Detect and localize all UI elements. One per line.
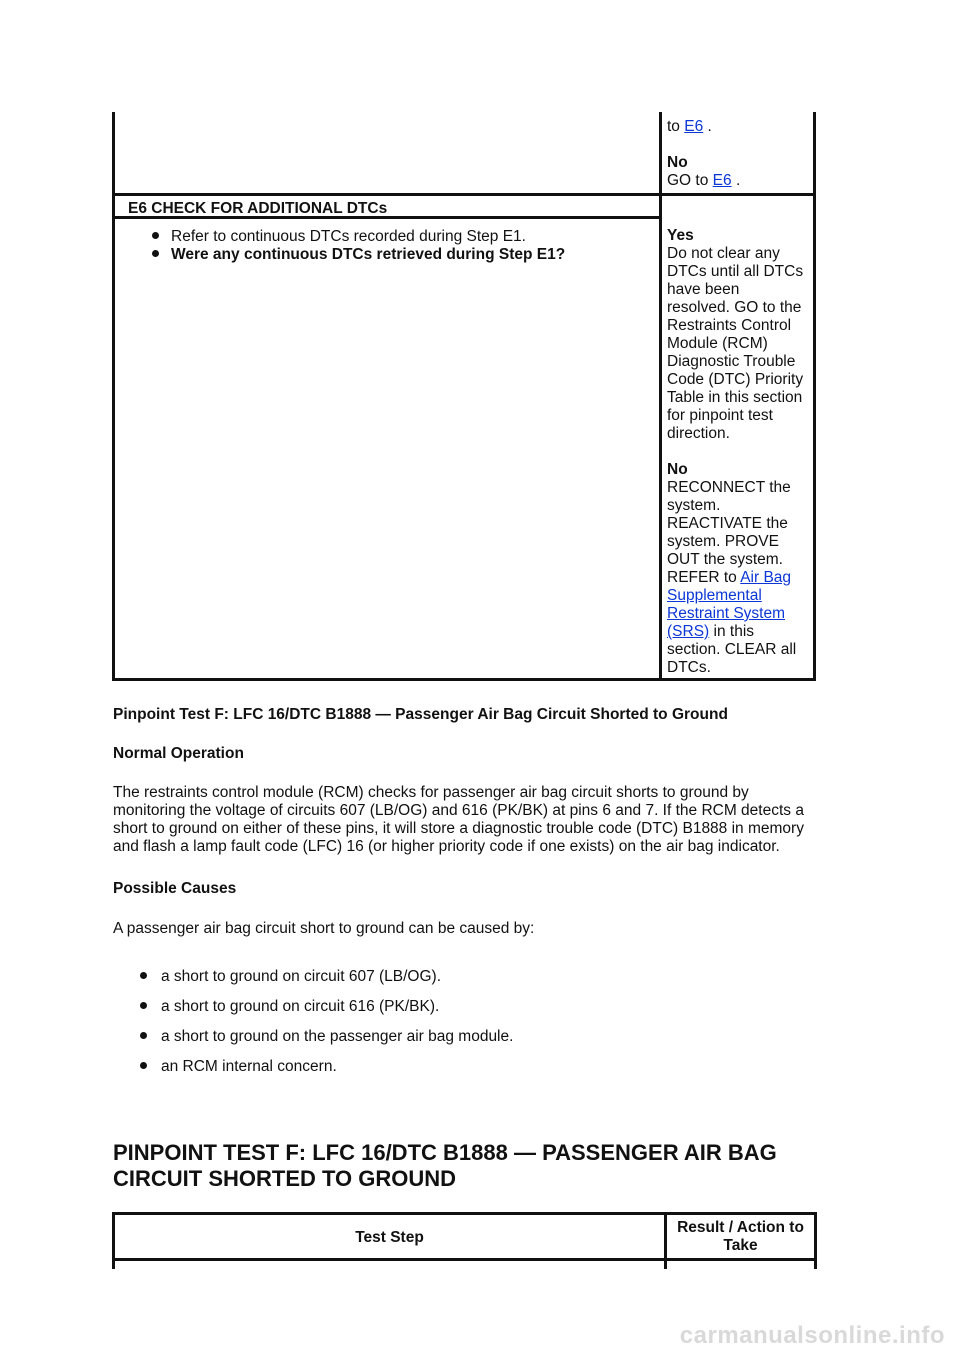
bullet-icon [140, 972, 147, 979]
refer-line: REFER to Air Bag [667, 569, 792, 586]
normal-operation-heading: Normal Operation [113, 745, 244, 762]
normal-operation-text: The restraints control module (RCM) checks for passenger air bag circuit shorts to ground by monitoring the voltage of circuits 607 (LB/OG) and 616 (PK/BK) at pins 6 and 7. If the RCM detects a short to ground on either of these pins, it will store a diagnostic trouble code (DTC) B1888 in memory and flash a lamp fault code (LFC) 16 (or higher priority code if one exists) on the air bag indicator. [113, 784, 804, 855]
bullet-icon [152, 250, 159, 257]
pinpoint-test-title: PINPOINT TEST F: LFC 16/DTC B1888 — PASSENGER AIR BAG CIRCUIT SHORTED TO GROUND [113, 1140, 777, 1191]
link-srs-2[interactable]: Supplemental [667, 587, 762, 604]
bullet-icon [140, 1032, 147, 1039]
e6-no-label: No [667, 461, 688, 478]
table-row-divider [112, 193, 816, 196]
causes-intro: A passenger air bag circuit short to ground can be caused by: [113, 920, 535, 937]
bullet-icon [140, 1062, 147, 1069]
lower-table-right [814, 1212, 817, 1269]
watermark: carmanualsonline.info [679, 1322, 945, 1349]
prev-no-text: GO to E6 . [667, 172, 741, 189]
e6-heading: E6 CHECK FOR ADDITIONAL DTCs [128, 200, 388, 217]
link-srs-1[interactable]: Air Bag [740, 569, 792, 586]
possible-causes-heading: Possible Causes [113, 880, 237, 897]
col-header-test-step: Test Step [355, 1229, 424, 1246]
table-border-left [112, 112, 115, 681]
cause-item: an RCM internal concern. [140, 1058, 337, 1076]
lower-table-top [112, 1212, 817, 1215]
link-srs-3[interactable]: Restraint System [667, 605, 786, 622]
bullet-icon [140, 1002, 147, 1009]
e6-step-list [152, 228, 565, 264]
prev-row-result [667, 118, 812, 190]
link-srs-4[interactable]: (SRS) [667, 623, 710, 640]
section-title: Pinpoint Test F: LFC 16/DTC B1888 — Passenger Air Bag Circuit Shorted to Ground [113, 706, 728, 723]
bullet-icon [152, 232, 159, 239]
prev-yes-tail: to E6 . [667, 118, 712, 135]
table-border-middle [659, 112, 662, 681]
cause-item: a short to ground on the passenger air bag module. [140, 1028, 513, 1046]
col-header-result: Result / Action to Take [677, 1219, 804, 1254]
e6-step-2: Were any continuous DTCs retrieved during Step E1? [152, 246, 565, 264]
e6-step-1: Refer to continuous DTCs recorded during Step E1. [152, 228, 565, 246]
table-border-bottom [112, 678, 816, 681]
link-e6-no[interactable]: E6 [712, 172, 732, 189]
e6-result: Yes Do not clear any DTCs until all DTCs have been resolved. GO to the Restraints Control Module (RCM) Diagnostic Trouble Code (DTC) Priority Table in this section for pinpoint test direction. No RECONNECT the system. REACTIVATE the system. PROVE OUT the system. REFER to Air Bag Supplemental Restraint System (SRS) in this section. CLEAR all DTCs. [667, 227, 813, 677]
cause-item: a short to ground on circuit 607 (LB/OG). [140, 968, 441, 986]
cause-item: a short to ground on circuit 616 (PK/BK). [140, 998, 439, 1016]
lower-table-header-bottom [112, 1258, 817, 1261]
table-border-right [813, 112, 816, 681]
link-e6-yes[interactable]: E6 [684, 118, 704, 135]
prev-no-label: No [667, 154, 688, 171]
e6-yes-label: Yes [667, 227, 694, 244]
